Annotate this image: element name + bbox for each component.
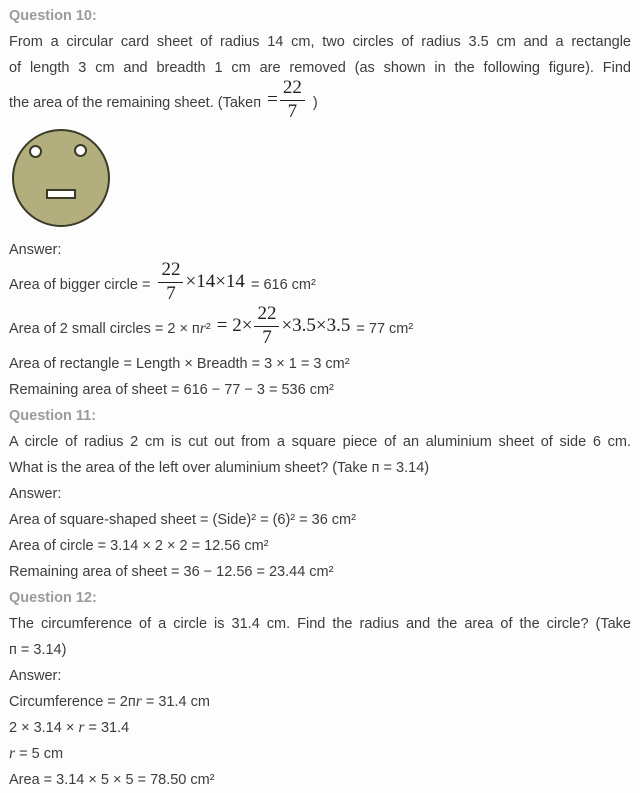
text-run: Circumference = 2п bbox=[9, 694, 136, 711]
q11-answer-line2 bbox=[9, 533, 631, 559]
q10-answer-line4 bbox=[9, 377, 631, 403]
variable-r: r bbox=[199, 319, 206, 337]
document-lines bbox=[9, 3, 631, 793]
fraction bbox=[158, 260, 183, 304]
text-run: Remaining area of sheet = 616 − 77 − 3 = 536 cm² bbox=[9, 382, 334, 399]
text-run: = 616 cm² bbox=[246, 276, 316, 293]
text-run: Answer: bbox=[9, 668, 62, 685]
math-expression bbox=[217, 304, 351, 348]
removed-circle-right bbox=[74, 144, 87, 157]
q12-statement-line1 bbox=[9, 611, 631, 637]
text-run: Question 12: bbox=[9, 590, 97, 607]
circular-card-sheet bbox=[12, 129, 110, 227]
q11-answer-label bbox=[9, 481, 631, 507]
text-run: = bbox=[267, 88, 278, 110]
variable-r: r bbox=[135, 693, 142, 711]
q10-statement-line2 bbox=[9, 55, 631, 81]
q11-answer-line3 bbox=[9, 559, 631, 585]
question-figure bbox=[12, 129, 631, 233]
fraction-denominator: 7 bbox=[287, 100, 298, 122]
q10-answer-line3 bbox=[9, 351, 631, 377]
text-run: = 77 cm² bbox=[352, 320, 414, 337]
q12-answer-line2 bbox=[9, 715, 631, 741]
q11-statement-line2 bbox=[9, 455, 631, 481]
text-run: = 31.4 cm bbox=[141, 694, 210, 711]
fraction bbox=[280, 78, 305, 122]
text-run: The circumference of a circle is 31.4 cm. Find the radius and the area of the circle? (Take bbox=[9, 616, 631, 633]
text-run: ×3.5×3.5 bbox=[281, 314, 351, 336]
q11-heading bbox=[9, 403, 631, 429]
q10-statement-line1 bbox=[9, 29, 631, 55]
text-run: What is the area of the left over aluminium sheet? (Take п = 3.14) bbox=[9, 460, 430, 477]
text-run: Answer: bbox=[9, 486, 62, 503]
q10-answer-line1 bbox=[9, 259, 631, 307]
q11-statement-line1 bbox=[9, 429, 631, 455]
fraction-denominator: 7 bbox=[262, 326, 272, 348]
fraction-denominator: 7 bbox=[166, 282, 176, 304]
text-run: = 5 cm bbox=[15, 746, 64, 763]
text-run: ×14×14 bbox=[185, 270, 245, 292]
text-run: п = 3.14) bbox=[9, 642, 67, 659]
q11-answer-line1 bbox=[9, 507, 631, 533]
text-run: Question 11: bbox=[9, 408, 97, 425]
variable-r: r bbox=[78, 719, 85, 737]
text-run: ² bbox=[205, 320, 215, 337]
fraction bbox=[254, 304, 279, 348]
text-run: = 31.4 bbox=[84, 720, 130, 737]
fraction-numerator: 22 bbox=[158, 260, 183, 283]
q10-answer-line2 bbox=[9, 303, 631, 351]
q10-statement-line3 bbox=[9, 77, 631, 125]
text-run: Answer: bbox=[9, 242, 62, 259]
q12-heading bbox=[9, 585, 631, 611]
text-run: Area of circle = 3.14 × 2 × 2 = 12.56 cm² bbox=[9, 538, 269, 555]
text-run: Remaining area of sheet = 36 − 12.56 = 23.44 cm² bbox=[9, 564, 334, 581]
q12-answer-line3 bbox=[9, 741, 631, 767]
math-expression bbox=[267, 78, 307, 122]
text-run: of length 3 cm and breadth 1 cm are removed (as shown in the following figure). Find bbox=[9, 60, 631, 76]
q12-answer-line4 bbox=[9, 767, 631, 793]
text-run: Area of square-shaped sheet = (Side)² = (6)² = 36 cm² bbox=[9, 512, 356, 529]
removed-circle-left bbox=[29, 145, 42, 158]
text-run: Area of bigger circle = bbox=[9, 276, 155, 293]
text-run: = 2× bbox=[216, 314, 253, 336]
variable-r: r bbox=[9, 745, 16, 763]
math-expression bbox=[156, 260, 244, 304]
removed-rectangle bbox=[46, 189, 76, 199]
text-run: ) bbox=[308, 94, 318, 111]
text-run: Area of 2 small circles = 2 × п bbox=[9, 320, 200, 337]
q12-answer-line1 bbox=[9, 689, 631, 715]
q12-answer-label bbox=[9, 663, 631, 689]
text-run: A circle of radius 2 cm is cut out from a square piece of an aluminium sheet of side 6 cm. bbox=[9, 434, 631, 451]
q10-answer-label bbox=[9, 237, 631, 263]
text-run: Area = 3.14 × 5 × 5 = 78.50 cm² bbox=[9, 772, 215, 789]
fraction-numerator: 22 bbox=[280, 78, 305, 101]
text-run: 2 × 3.14 × bbox=[9, 720, 79, 737]
q10-heading bbox=[9, 3, 631, 29]
q12-statement-line2 bbox=[9, 637, 631, 663]
fraction-numerator: 22 bbox=[254, 304, 279, 327]
text-run: the area of the remaining sheet. (Takeп bbox=[9, 94, 266, 111]
text-run: Question 10: bbox=[9, 8, 97, 24]
text-run: From a circular card sheet of radius 14 cm, two circles of radius 3.5 cm and a rectangle bbox=[9, 34, 631, 50]
text-run: Area of rectangle = Length × Breadth = 3 × 1 = 3 cm² bbox=[9, 356, 350, 373]
